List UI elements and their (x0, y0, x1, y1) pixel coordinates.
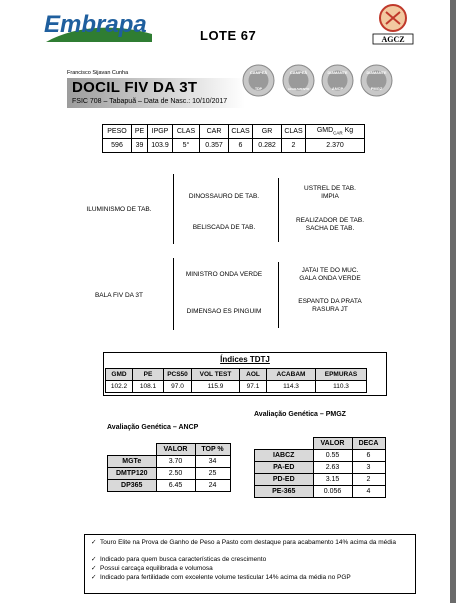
value-cell: 2 (352, 474, 385, 486)
pedigree-dam-sire: MINISTRO ONDA VERDE (185, 271, 263, 278)
row-label: PA-ED (255, 462, 314, 474)
blank-cell (255, 438, 314, 450)
award-seal-icon (282, 64, 315, 97)
pedigree-sd-dam: SACHA DE TAB. (305, 225, 355, 232)
row-label: PE-365 (255, 486, 314, 498)
header-cell: TOP % (195, 444, 230, 456)
seal-top-label: DIAMANTE (366, 71, 387, 75)
award-seal-icon (360, 64, 393, 97)
value-cell: 0.357 (200, 139, 229, 153)
seal-bottom-label: PMGZ (370, 86, 383, 91)
header-cell: ACABAM (267, 369, 316, 381)
header-cell: VOL TEST (192, 369, 240, 381)
agcz-label: AGCZ (381, 35, 405, 44)
header-cell: EPMURAS (316, 369, 367, 381)
note-item (91, 539, 409, 547)
header-cell: PESO (103, 125, 132, 139)
check-icon: ✓ (91, 574, 97, 581)
pedigree-ds-dam: GALA ONDA VERDE (299, 275, 361, 282)
pedigree-dd-dam: RASURA JT (312, 306, 348, 313)
pedigree-sire: ILUMINISMO DE TAB. (86, 206, 152, 213)
table-row (108, 456, 231, 468)
pedigree-sire-sire: DINOSSAURO DE TAB. (188, 193, 260, 200)
seal-top-label: CAMPEÃ (249, 70, 268, 75)
header-cell: DECA (352, 438, 385, 450)
note-item (91, 556, 409, 564)
value-cell: 6 (229, 139, 253, 153)
pedigree-bracket (173, 174, 174, 244)
breeder-name: Francisco Sijavan Cunha (67, 70, 129, 76)
pedigree-bracket (173, 258, 174, 330)
table-row (108, 480, 231, 492)
pedigree-bracket (278, 262, 279, 328)
table-header-row (108, 444, 231, 456)
pmgz-title: Avaliação Genética – PMGZ (254, 411, 346, 418)
header-cell: PCS50 (164, 369, 192, 381)
check-icon: ✓ (91, 539, 97, 546)
value-cell: 3.15 (313, 474, 352, 486)
tdtj-panel (103, 352, 387, 396)
header-cell: AOL (240, 369, 267, 381)
value-cell: 0.282 (253, 139, 282, 153)
header-cell: IPGP (148, 125, 173, 139)
pedigree-ds-sire: JATAI TE DO MUC. (301, 267, 359, 274)
header-cell: VALOR (156, 444, 195, 456)
value-cell: 2.370 (306, 139, 365, 153)
pedigree-dam-dam: DIMENSAO ES PINGUIM (186, 308, 262, 315)
row-label: DP365 (108, 480, 157, 492)
embrapa-logo (40, 8, 158, 48)
header-cell (306, 125, 365, 139)
notes-panel (84, 534, 416, 594)
seal-bottom-label: ANCP (331, 86, 344, 91)
table-row (103, 139, 365, 153)
note-item (91, 574, 409, 582)
value-cell: 6.45 (156, 480, 195, 492)
header-cell: GMD (106, 369, 133, 381)
value-cell: 103.9 (148, 139, 173, 153)
seal-bottom-label: TDP (255, 87, 262, 91)
note-text: Indicado para quem busca características de crescimento (100, 556, 267, 563)
lot-number: LOTE 67 (200, 28, 257, 43)
ancp-title: Avaliação Genética – ANCP (107, 424, 199, 431)
brand-name: Embrapa (44, 11, 147, 38)
table-row (108, 468, 231, 480)
header-cell: PE (132, 125, 148, 139)
value-cell: 6 (352, 450, 385, 462)
value-cell: 25 (195, 468, 230, 480)
value-cell: 0.056 (313, 486, 352, 498)
agcz-logo (370, 2, 416, 46)
value-cell: 115.9 (192, 381, 240, 393)
award-seal-icon (321, 64, 354, 97)
table-row (255, 486, 386, 498)
value-cell: 596 (103, 139, 132, 153)
table-row (255, 450, 386, 462)
row-label: PD-ED (255, 474, 314, 486)
row-label: IABCZ (255, 450, 314, 462)
value-cell: 102.2 (106, 381, 133, 393)
blank-cell (108, 444, 157, 456)
note-text: Indicado para fertilidade com excelente volume testicular 14% acima da média no PGP (100, 574, 351, 581)
seal-top-label: DIAMANTE (327, 71, 348, 75)
animal-info: FSIC 708 – Tabapuã – Data de Nasc.: 10/10/2017 (72, 98, 228, 105)
header-cell: CLAS (229, 125, 253, 139)
value-cell: 2 (282, 139, 306, 153)
value-cell: 0.55 (313, 450, 352, 462)
tdtj-table (105, 368, 367, 393)
check-icon: ✓ (91, 565, 97, 572)
pedigree-sire-dam: BELISCADA DE TAB. (192, 224, 256, 231)
pedigree-sire-sire-parents (280, 185, 380, 201)
performance-table (102, 124, 365, 153)
animal-name: DOCIL FIV DA 3T (72, 79, 198, 96)
header-cell: CLAS (173, 125, 200, 139)
value-cell: 108.1 (133, 381, 164, 393)
value-cell: 3 (352, 462, 385, 474)
header-cell: VALOR (313, 438, 352, 450)
value-cell: 114.3 (267, 381, 316, 393)
window-edge (450, 0, 456, 603)
value-cell: 97.0 (164, 381, 192, 393)
gmd-unit: Kg (342, 127, 354, 135)
pedigree-bracket (278, 178, 279, 242)
row-label: DMTP120 (108, 468, 157, 480)
row-label: MGTe (108, 456, 157, 468)
pedigree-ss-sire: USTREL DE TAB. (304, 185, 356, 192)
value-cell: 97.1 (240, 381, 267, 393)
table-header-row (103, 125, 365, 139)
value-cell: 24 (195, 480, 230, 492)
value-cell: 5° (173, 139, 200, 153)
table-row (255, 462, 386, 474)
pedigree-sire-dam-parents (280, 217, 380, 233)
seal-top-label: CAMPEÃ (289, 70, 308, 75)
header-cell: GR (253, 125, 282, 139)
note-text: Touro Elite na Prova de Ganho de Peso a Pasto com destaque para acabamento 14% acima da média (100, 539, 396, 546)
header-cell: PE (133, 369, 164, 381)
award-seal-icon (242, 64, 275, 97)
pedigree-dam-dam-parents (280, 298, 380, 314)
table-header-row (255, 438, 386, 450)
pedigree-dam-sire-parents (280, 267, 380, 283)
pedigree-ss-dam: IMPIA (321, 193, 339, 200)
note-text: Possui carcaça equilibrada e volumosa (100, 565, 213, 572)
pedigree-sd-sire: REALIZADOR DE TAB. (295, 217, 365, 224)
header-cell: CLAS (282, 125, 306, 139)
value-cell: 39 (132, 139, 148, 153)
value-cell: 3.70 (156, 456, 195, 468)
table-row (106, 381, 367, 393)
value-cell: 110.3 (316, 381, 367, 393)
check-icon: ✓ (91, 556, 97, 563)
value-cell: 2.63 (313, 462, 352, 474)
value-cell: 4 (352, 486, 385, 498)
tdtj-title: Índices TDTJ (220, 355, 270, 364)
pmgz-table (254, 437, 386, 498)
value-cell: 34 (195, 456, 230, 468)
seal-bottom-label: ACABAMENTO (287, 87, 310, 91)
pedigree-dd-sire: ESPANTO DA PRATA (298, 298, 362, 305)
table-row (255, 474, 386, 486)
gmd-subscript: CAR (333, 130, 343, 136)
header-cell: CAR (200, 125, 229, 139)
table-header-row (106, 369, 367, 381)
gmd-label: GMD (316, 127, 334, 135)
ancp-table (107, 443, 231, 492)
pedigree-dam: BALA FIV DA 3T (94, 292, 144, 299)
value-cell: 2.50 (156, 468, 195, 480)
note-item (91, 565, 409, 573)
